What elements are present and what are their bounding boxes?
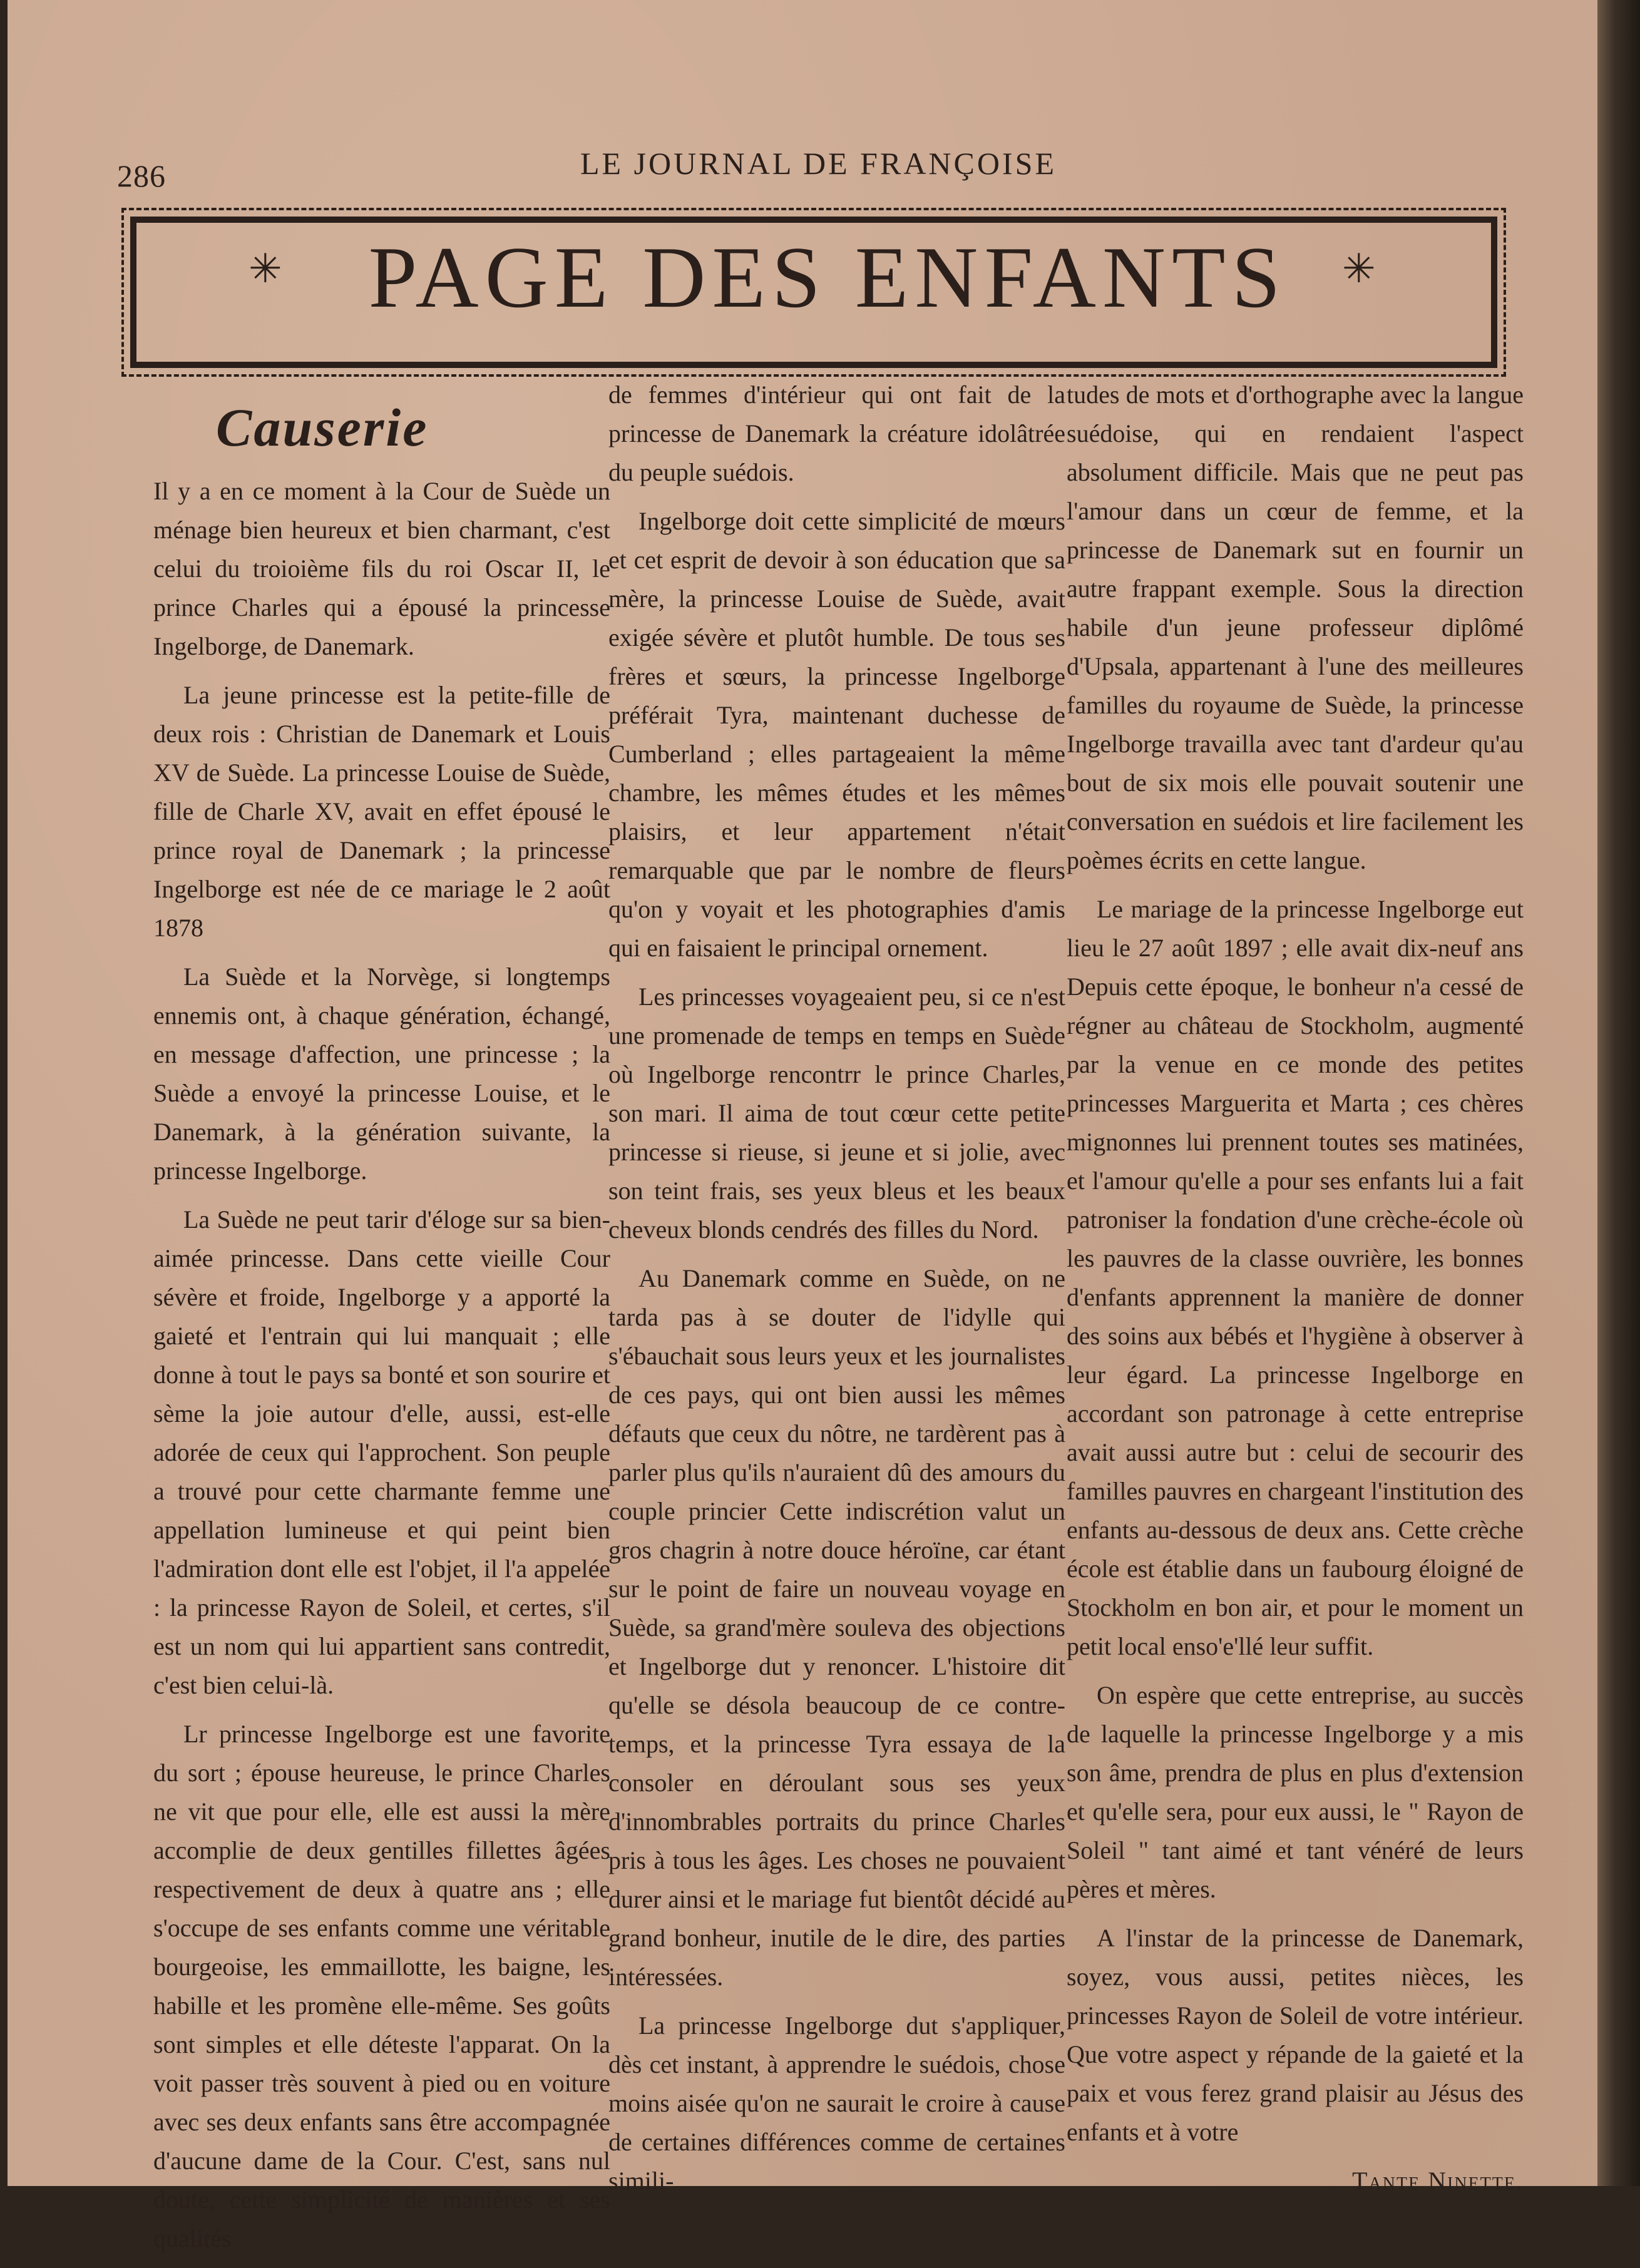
- page-title: PAGE DES ENFANTS: [368, 229, 1287, 326]
- paragraph: Au Danemark comme en Suède, on ne tarda pas à se douter de l'idylle qui s'ébauchait sous leurs yeux et les journalistes de ces pays, qui ont bien aussi les mêmes défauts que ceux du nôtre, ne tardèrent pas à parler plus qu'ils n'auraient dû des amours du couple princier Cette indiscrétion valut un gros chagrin à notre douce héroïne, car étant sur le point de faire un nouveau voyage en Suède, sa grand'mère souleva des objections et Ingelborge dut y renoncer. L'histoire dit qu'elle se désola beaucoup de ce contre-temps, et la princesse Tyra essaya de la consoler en déroulant sous ses yeux d'innombrables portraits du prince Charles pris à tous les âges. Les choses ne pouvaient durer ainsi et le mariage fut bientôt décidé au grand bonheur, inutile de le dire, des parties intéressées.: [608, 1264, 1065, 1991]
- article-column-1: [153, 397, 610, 2268]
- paragraph: La Suède et la Norvège, si longtemps ennemis ont, à chaque génération, échangé, en message d'affection, une princesse ; la Suède a envoyé la princesse Louise, et le Danemark, à la génération suivante, la princesse Ingelborge.: [153, 963, 610, 1185]
- signature: Tante Ninette.: [1352, 2167, 1524, 2195]
- paragraph: La Suède ne peut tarir d'éloge sur sa bien-aimée princesse. Dans cette vieille Cour sévère et froide, Ingelborge y a apporté la gaieté et l'entrain qui lui manquait ; elle donne à tout le pays sa bonté et son sourire et sème la joie autour d'elle, aussi, est-elle adorée de ceux qui l'approchent. Son peuple a trouvé pour cette charmante femme une appellation lumineuse et qui peint bien l'admiration dont elle est l'objet, il l'a appelée : la princesse Rayon de Soleil, et certes, s'il est un nom qui lui appartient sans contredit, c'est bien celui-là.: [153, 1205, 610, 1699]
- article-column-2: [608, 375, 1065, 2210]
- asterisk-ornament-icon: ✳: [249, 247, 282, 291]
- paragraph: Ingelborge doit cette simplicité de mœurs et cet esprit de devoir à son éducation que sa mère, la princesse Louise de Suède, avait exigée sévère et plutôt humble. De tous ses frères et sœurs, la princesse Ingelborge préférait Tyra, maintenant duchesse de Cumberland ; elles partageaient la même chambre, les mêmes études et les mêmes plaisirs, et leur appartement n'était remarquable que par le nombre de fleurs qu'on y voyait et les photographies d'amis qui en faisaient le principal ornement.: [608, 507, 1065, 962]
- paragraph: tudes de mots et d'orthographe avec la langue suédoise, qui en rendaient l'aspect absolument difficile. Mais que ne peut pas l'amour dans un cœur de femme, et la princesse de Danemark sut en fournir un autre frappant exemple. Sous la direction habile d'un jeune professeur diplômé d'Upsala, appartenant à l'une des meilleures familles du royaume de Suède, la princesse Ingelborge travailla avec tant d'ardeur qu'au bout de six mois elle pouvait soutenir une conversation en suédois et lire facilement les poèmes écrits en cette langue.: [1067, 381, 1524, 874]
- paragraph: La jeune princesse est la petite-fille de deux rois : Christian de Danemark et Louis XV de Suède. La princesse Louise de Suède, fille de Charle XV, avait en effet épousé le prince royal de Danemark ; la princesse Ingelborge est née de ce mariage le 2 août 1878: [153, 681, 610, 942]
- newspaper-page: [8, 0, 1597, 2252]
- paragraph: Il y a en ce moment à la Cour de Suède un ménage bien heureux et bien charmant, c'est celui du troioième fils du roi Oscar II, le prince Charles qui a épousé la princesse Ingelborge, de Danemark.: [153, 477, 610, 660]
- paragraph: La princesse Ingelborge dut s'appliquer, dès cet instant, à apprendre le suédois, chose moins aisée qu'on ne saurait le croire à cause de certaines différences comme de certaines simili-: [608, 2011, 1065, 2195]
- paragraph: A l'instar de la princesse de Danemark, soyez, vous aussi, petites nièces, les princesses Rayon de Soleil de votre intérieur. Que votre aspect y répande de la gaieté et la paix et vous ferez grand plaisir au Jésus des enfants et à votre: [1067, 1924, 1524, 2146]
- paragraph: Le mariage de la princesse Ingelborge eut lieu le 27 août 1897 ; elle avait dix-neuf ans Depuis cette époque, le bonheur n'a cessé de régner au château de Stockholm, augmenté par la venue en ce monde des petites princesses Marguerita et Marta ; ces chères mignonnes lui prennent toutes ses matinées, et l'amour qu'elle a pour ses enfants lui a fait patroniser la fondation d'une crèche-école où les pauvres de la classe ouvrière, les bonnes d'enfants apprennent la manière de donner des soins aux bébés et l'hygiène à observer à leur égard. La princesse Ingelborge en accordant son patronage à cette entreprise avait aussi autre but : celui de secourir des familles pauvres en chargeant l'institution des enfants au-dessous de deux ans. Cette crèche école est établie dans un faubourg éloigné de Stockholm en bon air, et pour le moment un petit local enso'e'llé leur suffit.: [1067, 895, 1524, 1660]
- article-column-3: [1067, 375, 1524, 2200]
- paragraph: Lr princesse Ingelborge est une favorite du sort ; épouse heureuse, le prince Charles ne vit que pour elle, elle est aussi la mère accomplie de deux gentilles fillettes âgées respectivement de deux à quatre ans ; elle s'occupe de ses enfants comme une véritable bourgeoise, les emmaillotte, les baigne, les habille et les promène elle-même. Ses goûts sont simples et elle déteste l'apparat. On la voit passer très souvent à pied ou en voiture avec ses deux enfants sans être accompagnée d'aucune dame de la Cour. C'est, sans nul doute, cette simplicité de manières et ses qualités: [153, 1720, 610, 2252]
- asterisk-ornament-icon: ✳: [1342, 247, 1376, 291]
- section-title: Causerie: [216, 397, 429, 457]
- page-number: 286: [117, 158, 166, 193]
- binding-edge: [1597, 0, 1640, 2186]
- paragraph: Les princesses voyageaient peu, si ce n'est une promenade de temps en temps en Suède où Ingelborge rencontrr le prince Charles, son mari. Il aima de tout cœur cette petite princesse si rieuse, si jeune et si jolie, avec son teint frais, ses yeux bleus et les beaux cheveux blonds cendrés des filles du Nord.: [608, 983, 1065, 1244]
- journal-title: LE JOURNAL DE FRANÇOISE: [580, 146, 1057, 181]
- paragraph: On espère que cette entreprise, au succès de laquelle la princesse Ingelborge y a mis son âme, prendra de plus en plus d'extension et qu'elle sera, pour eux aussi, le " Rayon de Soleil " tant aimé et tant vénéré de leurs pères et mères.: [1067, 1681, 1524, 1903]
- paragraph: de femmes d'intérieur qui ont fait de la princesse de Danemark la créature idolâtrée du peuple suédois.: [608, 381, 1065, 486]
